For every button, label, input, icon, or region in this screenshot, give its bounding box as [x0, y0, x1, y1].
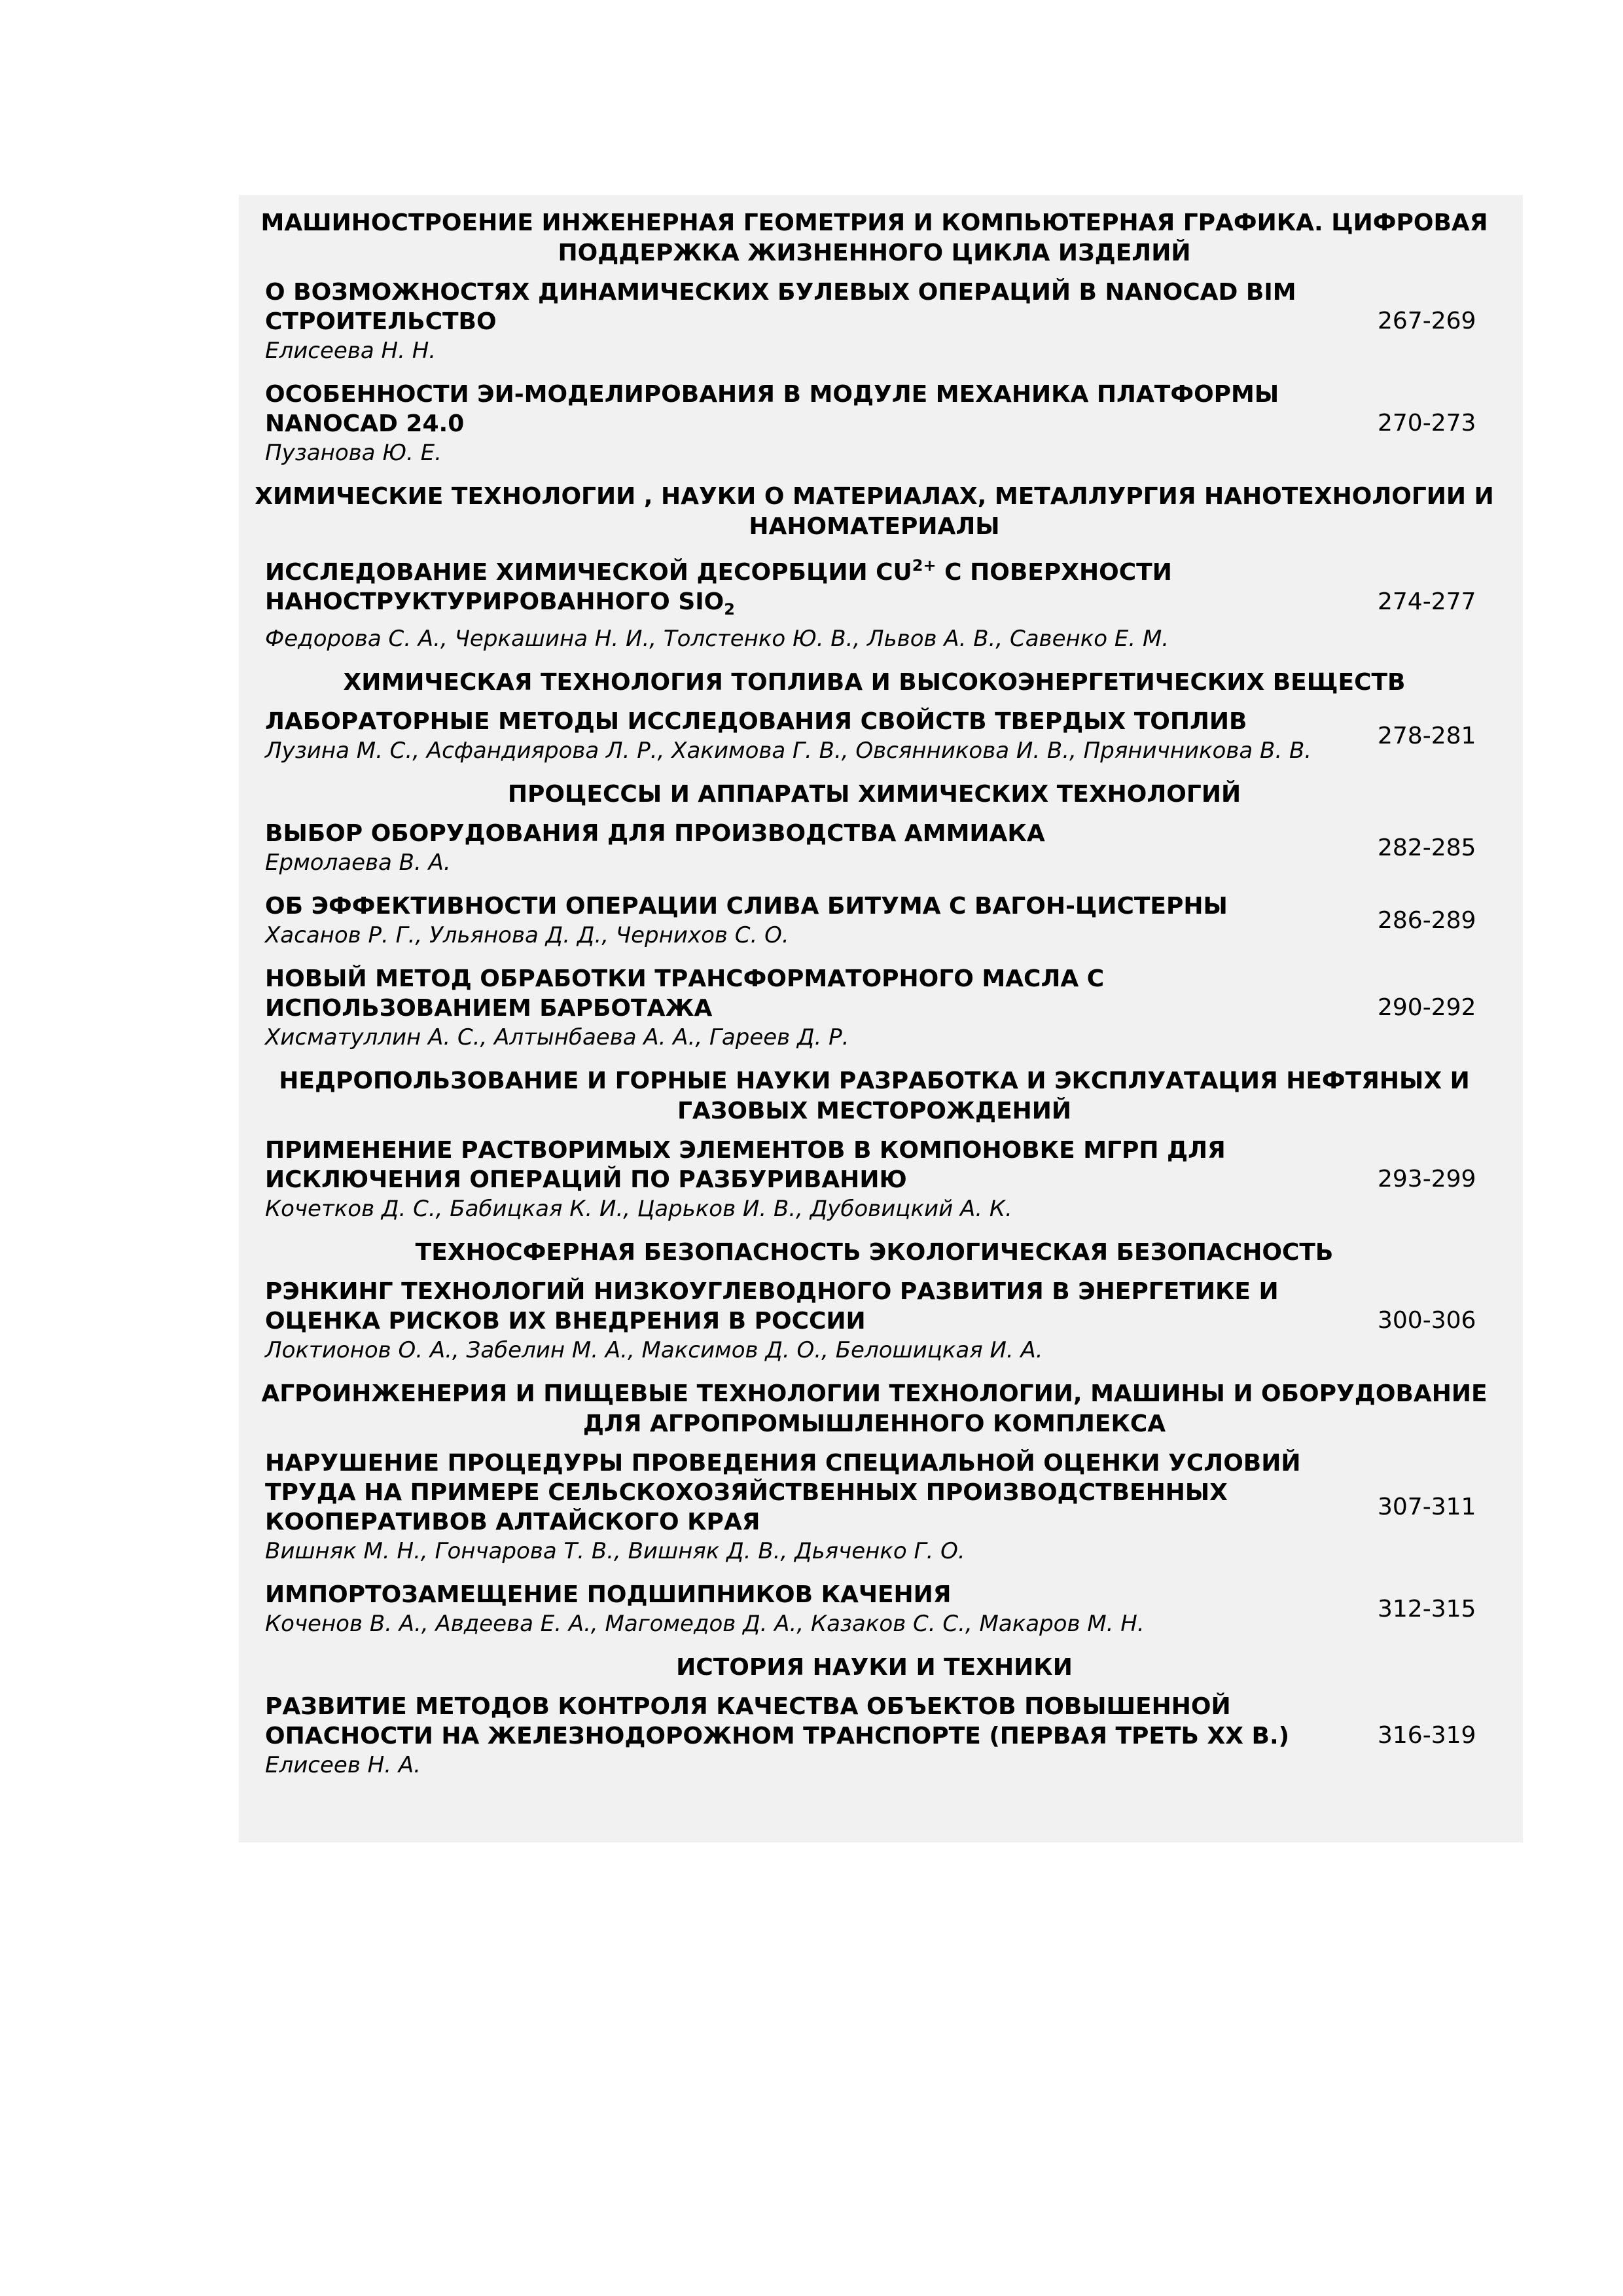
toc-entry — [239, 551, 1523, 653]
toc-section — [239, 1238, 1523, 1365]
entry-authors: Хисматуллин А. С., Алтынбаева А. А., Гареев Д. Р. — [265, 1024, 849, 1050]
section-heading: МАШИНОСТРОЕНИЕ ИНЖЕНЕРНАЯ ГЕОМЕТРИЯ И КОМПЬЮТЕРНАЯ ГРАФИКА. ЦИФРОВАЯ ПОДДЕРЖКА ЖИЗНЕННОГО ЦИКЛА ИЗДЕЛИЙ — [260, 209, 1488, 266]
entry-authors: Вишняк М. Н., Гончарова Т. В., Вишняк Д. В., Дьяченко Г. О. — [265, 1538, 965, 1564]
entry-pages: 300-306 — [1378, 1307, 1476, 1334]
entry-title — [265, 551, 1351, 624]
entry-authors: Елисеев Н. А. — [265, 1752, 421, 1778]
table-of-contents — [239, 195, 1523, 1842]
superscript: 2+ — [912, 556, 936, 575]
entry-pages: 282-285 — [1378, 834, 1476, 861]
toc-entry — [239, 1448, 1523, 1566]
entry-authors: Кочетков Д. С., Бабицкая К. И., Царьков И. В., Дубовицкий А. К. — [265, 1196, 1012, 1222]
toc-entry — [239, 819, 1523, 877]
entry-pages: 290-292 — [1378, 994, 1476, 1021]
entry-authors: Лузина М. С., Асфандиярова Л. Р., Хакимова Г. В., Овсянникова И. В., Пряничникова В. В. — [265, 738, 1312, 764]
entry-authors: Елисеева Н. Н. — [265, 338, 437, 364]
entry-title: ИМПОРТОЗАМЕЩЕНИЕ ПОДШИПНИКОВ КАЧЕНИЯ — [265, 1581, 952, 1608]
toc-section — [239, 1653, 1523, 1780]
entry-title: ОБ ЭФФЕКТИВНОСТИ ОПЕРАЦИИ СЛИВА БИТУМА С ВАГОН-ЦИСТЕРНЫ — [265, 893, 1228, 920]
toc-entry — [239, 1136, 1523, 1223]
toc-entry — [239, 380, 1523, 467]
entry-pages: 274-277 — [1378, 588, 1476, 615]
section-heading: ТЕХНОСФЕРНАЯ БЕЗОПАСНОСТЬ ЭКОЛОГИЧЕСКАЯ БЕЗОПАСНОСТЬ — [415, 1239, 1334, 1266]
entry-title: ОСОБЕННОСТИ ЭИ-МОДЕЛИРОВАНИЯ В МОДУЛЕ МЕХАНИКА ПЛАТФОРМЫ NANOCAD 24.0 — [265, 381, 1279, 437]
entry-title: РЭНКИНГ ТЕХНОЛОГИЙ НИЗКОУГЛЕВОДНОГО РАЗВИТИЯ В ЭНЕРГЕТИКЕ И ОЦЕНКА РИСКОВ ИХ ВНЕДРЕНИЯ В РОССИИ — [265, 1278, 1279, 1335]
toc-entry — [239, 707, 1523, 765]
toc-entry — [239, 1580, 1523, 1638]
section-heading: ХИМИЧЕСКАЯ ТЕХНОЛОГИЯ ТОПЛИВА И ВЫСОКОЭНЕРГЕТИЧЕСКИХ ВЕЩЕСТВ — [343, 669, 1406, 696]
subscript: 2 — [724, 600, 735, 619]
toc-entry — [239, 891, 1523, 950]
toc-entry — [239, 1277, 1523, 1365]
entry-title: НОВЫЙ МЕТОД ОБРАБОТКИ ТРАНСФОРМАТОРНОГО МАСЛА С ИСПОЛЬЗОВАНИЕМ БАРБОТАЖА — [265, 965, 1105, 1022]
toc-section — [239, 482, 1523, 653]
entry-authors: Пузанова Ю. Е. — [265, 440, 442, 466]
entry-pages: 312-315 — [1378, 1595, 1476, 1623]
entry-pages: 286-289 — [1378, 906, 1476, 934]
section-heading: ХИМИЧЕСКИЕ ТЕХНОЛОГИИ , НАУКИ О МАТЕРИАЛАХ, МЕТАЛЛУРГИЯ НАНОТЕХНОЛОГИИ И НАНОМАТЕРИАЛЫ — [255, 483, 1494, 540]
entry-authors: Локтионов О. А., Забелин М. А., Максимов Д. О., Белошицкая И. А. — [265, 1337, 1043, 1363]
entry-pages: 293-299 — [1378, 1166, 1476, 1193]
entry-title: НАРУШЕНИЕ ПРОЦЕДУРЫ ПРОВЕДЕНИЯ СПЕЦИАЛЬНОЙ ОЦЕНКИ УСЛОВИЙ ТРУДА НА ПРИМЕРЕ СЕЛЬСКОХОЗЯЙСТВЕННЫХ ПРОИЗВОДСТВЕННЫХ КООПЕРАТИВОВ АЛТАЙСКОГО КРАЯ — [265, 1450, 1301, 1535]
entry-title-part: ИССЛЕДОВАНИЕ ХИМИЧЕСКОЙ ДЕСОРБЦИИ CU — [265, 559, 912, 586]
entry-authors: Коченов В. А., Авдеева Е. А., Магомедов Д. А., Казаков С. С., Макаров М. Н. — [265, 1611, 1145, 1637]
entry-authors: Ермолаева В. А. — [265, 850, 451, 876]
entry-pages: 270-273 — [1378, 410, 1476, 437]
section-heading: АГРОИНЖЕНЕРИЯ И ПИЩЕВЫЕ ТЕХНОЛОГИИ ТЕХНОЛОГИИ, МАШИНЫ И ОБОРУДОВАНИЕ ДЛЯ АГРОПРОМЫШЛЕННОГО КОМПЛЕКСА — [261, 1380, 1488, 1437]
entry-pages: 278-281 — [1378, 722, 1476, 749]
entry-title-part: С ПОВЕРХНОСТИ НАНОСТРУКТУРИРОВАННОГО SIO — [265, 559, 1172, 615]
toc-entry — [239, 964, 1523, 1052]
entry-title: РАЗВИТИЕ МЕТОДОВ КОНТРОЛЯ КАЧЕСТВА ОБЪЕКТОВ ПОВЫШЕННОЙ ОПАСНОСТИ НА ЖЕЛЕЗНОДОРОЖНОМ ТРАНСПОРТЕ (ПЕРВАЯ ТРЕТЬ XX В.) — [265, 1693, 1290, 1749]
entry-title: ПРИМЕНЕНИЕ РАСТВОРИМЫХ ЭЛЕМЕНТОВ В КОМПОНОВКЕ МГРП ДЛЯ ИСКЛЮЧЕНИЯ ОПЕРАЦИЙ ПО РАЗБУРИВАНИЮ — [265, 1137, 1226, 1193]
toc-entry — [239, 1692, 1523, 1780]
entry-authors: Хасанов Р. Г., Ульянова Д. Д., Чернихов С. О. — [265, 922, 789, 948]
entry-pages: 307-311 — [1378, 1493, 1476, 1520]
toc-entry — [239, 278, 1523, 365]
section-heading: ИСТОРИЯ НАУКИ И ТЕХНИКИ — [676, 1654, 1073, 1681]
section-heading: ПРОЦЕССЫ И АППАРАТЫ ХИМИЧЕСКИХ ТЕХНОЛОГИЙ — [507, 781, 1241, 808]
entry-authors: Федорова С. А., Черкашина Н. И., Толстенко Ю. В., Львов А. В., Савенко Е. М. — [265, 626, 1169, 652]
toc-section — [239, 668, 1523, 765]
entry-pages: 316-319 — [1378, 1722, 1476, 1749]
entry-title: ВЫБОР ОБОРУДОВАНИЯ ДЛЯ ПРОИЗВОДСТВА АММИАКА — [265, 820, 1045, 847]
toc-section — [239, 208, 1523, 467]
entry-title: О ВОЗМОЖНОСТЯХ ДИНАМИЧЕСКИХ БУЛЕВЫХ ОПЕРАЦИЙ В NANOCAD BIM СТРОИТЕЛЬСТВО — [265, 279, 1296, 335]
toc-section — [239, 1066, 1523, 1223]
entry-pages: 267-269 — [1378, 308, 1476, 334]
toc-section — [239, 1379, 1523, 1638]
entry-title: ЛАБОРАТОРНЫЕ МЕТОДЫ ИССЛЕДОВАНИЯ СВОЙСТВ ТВЕРДЫХ ТОПЛИВ — [265, 708, 1247, 735]
toc-section — [239, 780, 1523, 1052]
section-heading: НЕДРОПОЛЬЗОВАНИЕ И ГОРНЫЕ НАУКИ РАЗРАБОТКА И ЭКСПЛУАТАЦИЯ НЕФТЯНЫХ И ГАЗОВЫХ МЕСТОРОЖДЕНИЙ — [279, 1067, 1470, 1124]
